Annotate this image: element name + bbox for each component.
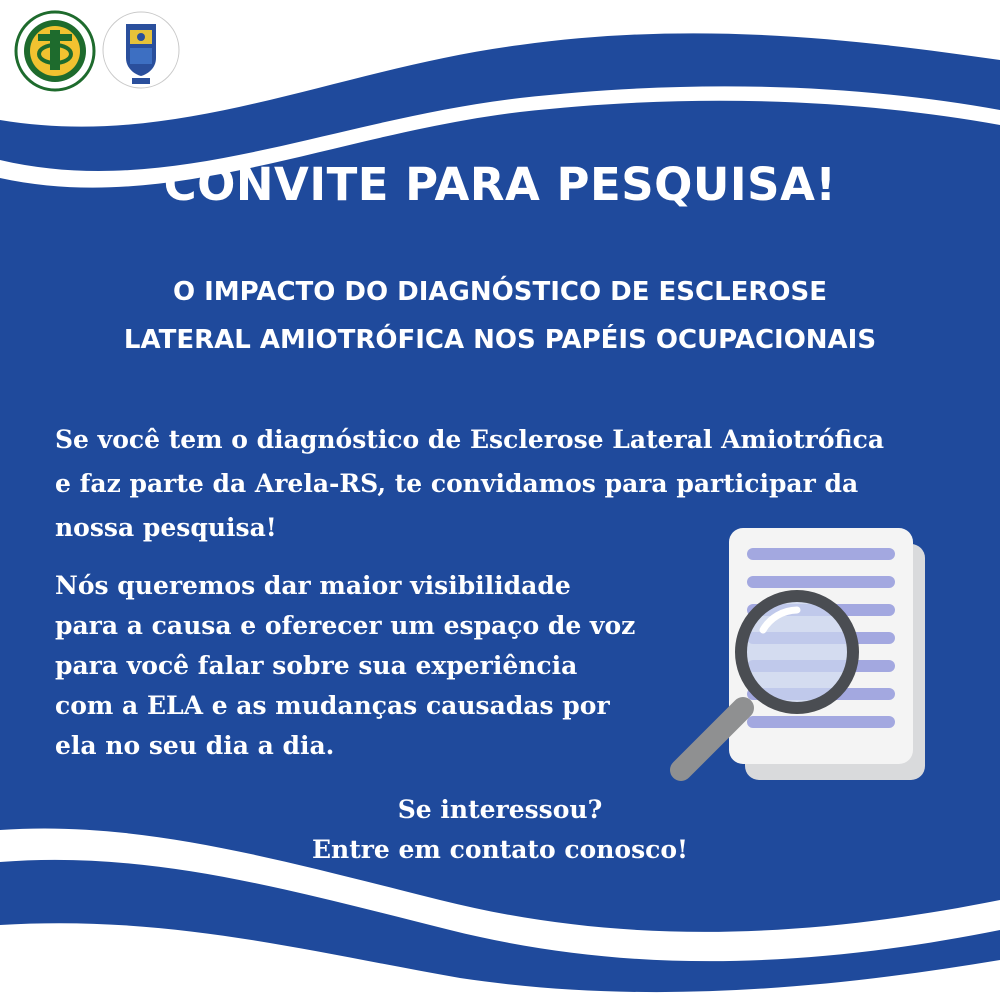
ufsm-coat-of-arms-icon bbox=[100, 6, 182, 94]
paragraph-line: e faz parte da Arela-RS, te convidamos para participar da bbox=[55, 469, 859, 498]
paragraph-line: nossa pesquisa! bbox=[55, 513, 277, 542]
page-title: CONVITE PARA PESQUISA! bbox=[163, 158, 837, 211]
research-subtitle bbox=[30, 268, 970, 364]
subtitle-line: LATERAL AMIOTRÓFICA NOS PAPÉIS OCUPACIONAIS bbox=[123, 325, 877, 355]
document-magnifier-icon bbox=[665, 522, 935, 792]
purpose-paragraph bbox=[55, 566, 695, 766]
paragraph-line: Nós queremos dar maior visibilidade bbox=[55, 571, 571, 600]
paragraph-line: para a causa e oferecer um espaço de voz bbox=[55, 611, 636, 640]
to-course-emblem-icon bbox=[14, 10, 96, 92]
paragraph-line: ela no seu dia a dia. bbox=[55, 731, 335, 760]
cta-contact: Entre em contato conosco! bbox=[311, 835, 689, 864]
paragraph-line: para você falar sobre sua experiência bbox=[55, 651, 578, 680]
paragraph-line: com a ELA e as mudanças causadas por bbox=[55, 691, 610, 720]
call-to-action bbox=[240, 790, 760, 870]
subtitle-line: O IMPACTO DO DIAGNÓSTICO DE ESCLEROSE bbox=[172, 277, 828, 307]
cta-question: Se interessou? bbox=[397, 795, 603, 824]
paragraph-line: Se você tem o diagnóstico de Esclerose Lateral Amiotrófica bbox=[55, 425, 885, 454]
